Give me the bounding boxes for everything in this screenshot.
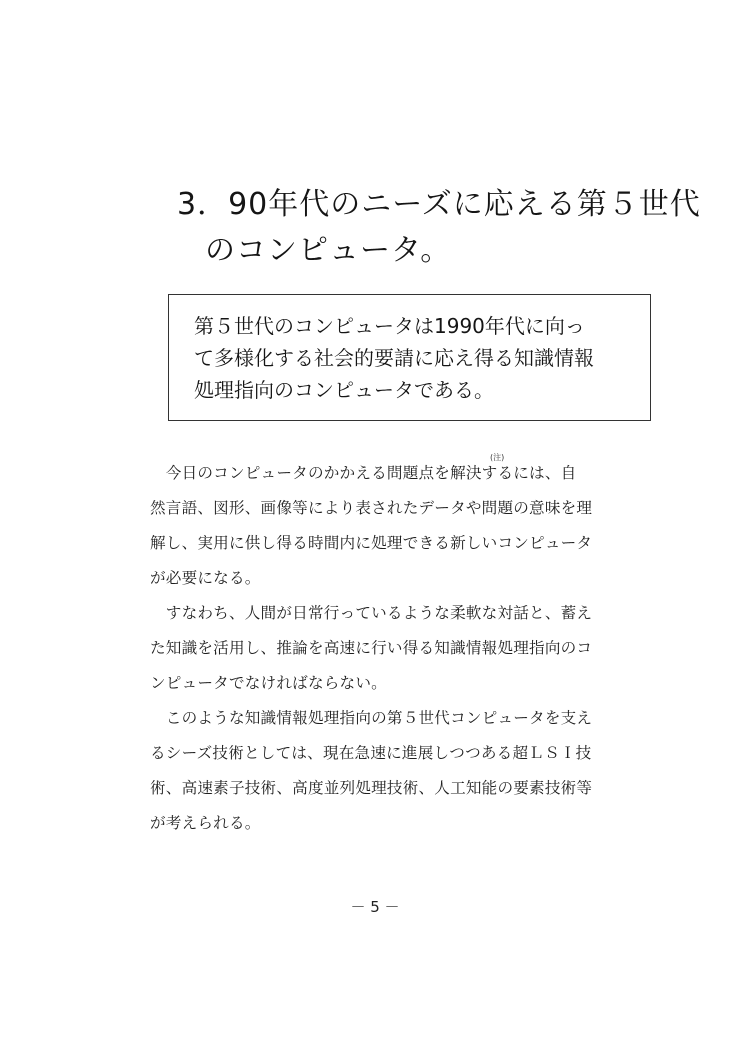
summary-line: 処理指向のコンピュータである。 [194, 378, 494, 402]
summary-line: 第５世代のコンピュータは1990年代に向っ [194, 314, 585, 338]
paragraph-line: すなわち、人間が日常行っているような柔軟な対話と、蓄え [150, 604, 593, 622]
paragraph-1 [150, 453, 662, 596]
summary-text [194, 310, 634, 406]
paragraph-line: 然言語、図形、画像等により表されたデータや問題の意味を理 [150, 499, 593, 517]
paragraph-3 [150, 701, 662, 841]
paragraph-line: 解し、実用に供し得る時間内に処理できる新しいコンピュータ [150, 534, 593, 552]
section-title [177, 182, 701, 274]
paragraph-2 [150, 596, 662, 701]
summary-line: て多様化する社会的要請に応え得る知識情報 [194, 346, 594, 370]
paragraph-line: 今日のコンピュータのかかえる問題点を解決するには、自 [150, 464, 577, 482]
page-number: － 5 － [350, 898, 400, 916]
paragraph-line: た知識を活用し、推論を高速に行い得る知識情報処理指向のコ [150, 639, 593, 657]
paragraph-line: 術、高速素子技術、高度並列処理技術、人工知能の要素技術等 [150, 779, 593, 797]
paragraph-line: が考えられる。 [150, 814, 261, 832]
footnote-marker: (注) [490, 453, 505, 462]
paragraph-line: このような知識情報処理指向の第５世代コンピュータを支え [150, 709, 593, 727]
paragraph-line: が必要になる。 [150, 569, 261, 587]
paragraph-line: ンピュータでなければならない。 [150, 674, 387, 692]
section-title-line-2: のコンピュータ。 [205, 233, 452, 268]
section-title-line-1: 3．90年代のニーズに応える第５世代 [177, 187, 701, 222]
paragraph-line: るシーズ技術としては、現在急速に進展しつつある超ＬＳＩ技 [150, 744, 592, 762]
